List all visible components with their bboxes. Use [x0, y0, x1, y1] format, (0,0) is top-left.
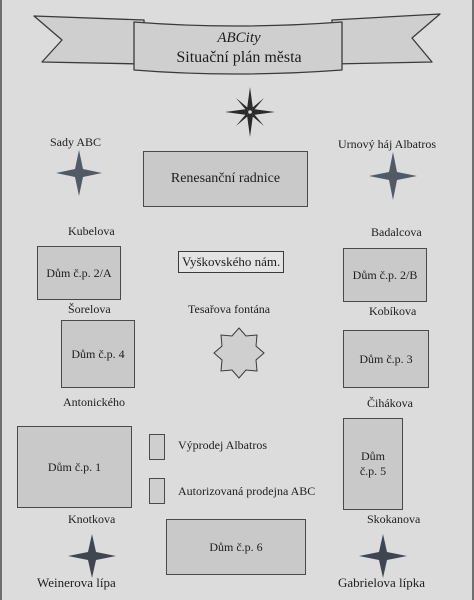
building-label: Dům č.p. 6: [209, 539, 263, 554]
street-kubelova: Kubelova: [68, 224, 115, 238]
street-knotkova: Knotkova: [68, 512, 116, 526]
street-cihakova: Čihákova: [367, 396, 413, 410]
building-renesancni-radnice: [143, 151, 308, 207]
street-badalcova: Badalcova: [371, 225, 422, 239]
building-label: Dům č.p. 4: [71, 346, 125, 361]
street-sorelova: Šorelova: [68, 302, 111, 316]
building-label: Renesanční radnice: [170, 171, 281, 186]
map-paper: [2, 0, 472, 600]
building-label: Dům č.p. 2/A: [46, 265, 112, 280]
street-kobikova: Kobíkova: [369, 304, 417, 318]
banner-title: Situační plán města: [176, 49, 302, 66]
legend-swatch-autorizovana: [149, 478, 165, 504]
fountain-label: Tesařova fontána: [188, 302, 271, 316]
compass-rose: [224, 86, 276, 138]
building-dum-5: [343, 418, 403, 510]
legend-label-vyprodej: Výprodej Albatros: [178, 438, 267, 452]
street-antonickeho: Antonického: [63, 395, 125, 409]
building-dum-6: [166, 519, 306, 575]
park-label-gabrielova-lipka: Gabrielova lípka: [338, 575, 425, 590]
building-dum-1: [17, 426, 132, 508]
building-label: Dům č.p. 1: [47, 459, 102, 474]
park-label-weinerova-lipa: Weinerova lípa: [37, 575, 116, 590]
fountain-icon: [212, 326, 266, 380]
building-label: Dům č.p. 5: [359, 449, 387, 478]
park-star-urnovy-haj: [369, 152, 417, 200]
square-vyskovskeho-nam: [178, 251, 284, 273]
legend-label-autorizovana: Autorizovaná prodejna ABC: [178, 484, 316, 498]
building-label: Dům č.p. 2/B: [352, 267, 418, 282]
square-label: Vyškovského nám.: [182, 254, 281, 269]
building-dum-2a: [37, 246, 121, 300]
banner-brand: ABCity: [217, 30, 261, 46]
park-star-gabrielova-lipka: [359, 534, 407, 578]
building-dum-3: [343, 330, 429, 388]
legend-swatch-vyprodej: [149, 434, 165, 460]
title-banner: [2, 0, 472, 90]
building-dum-2b: [343, 248, 427, 302]
park-star-weinerova-lipa: [68, 534, 116, 578]
park-star-sady-abc: [54, 150, 104, 196]
building-label: Dům č.p. 3: [359, 351, 413, 366]
park-label-sady-abc: Sady ABC: [50, 135, 102, 149]
building-dum-4: [61, 320, 135, 388]
park-label-urnovy-haj: Urnový háj Albatros: [338, 137, 436, 151]
street-skokanova: Skokanova: [367, 512, 421, 526]
